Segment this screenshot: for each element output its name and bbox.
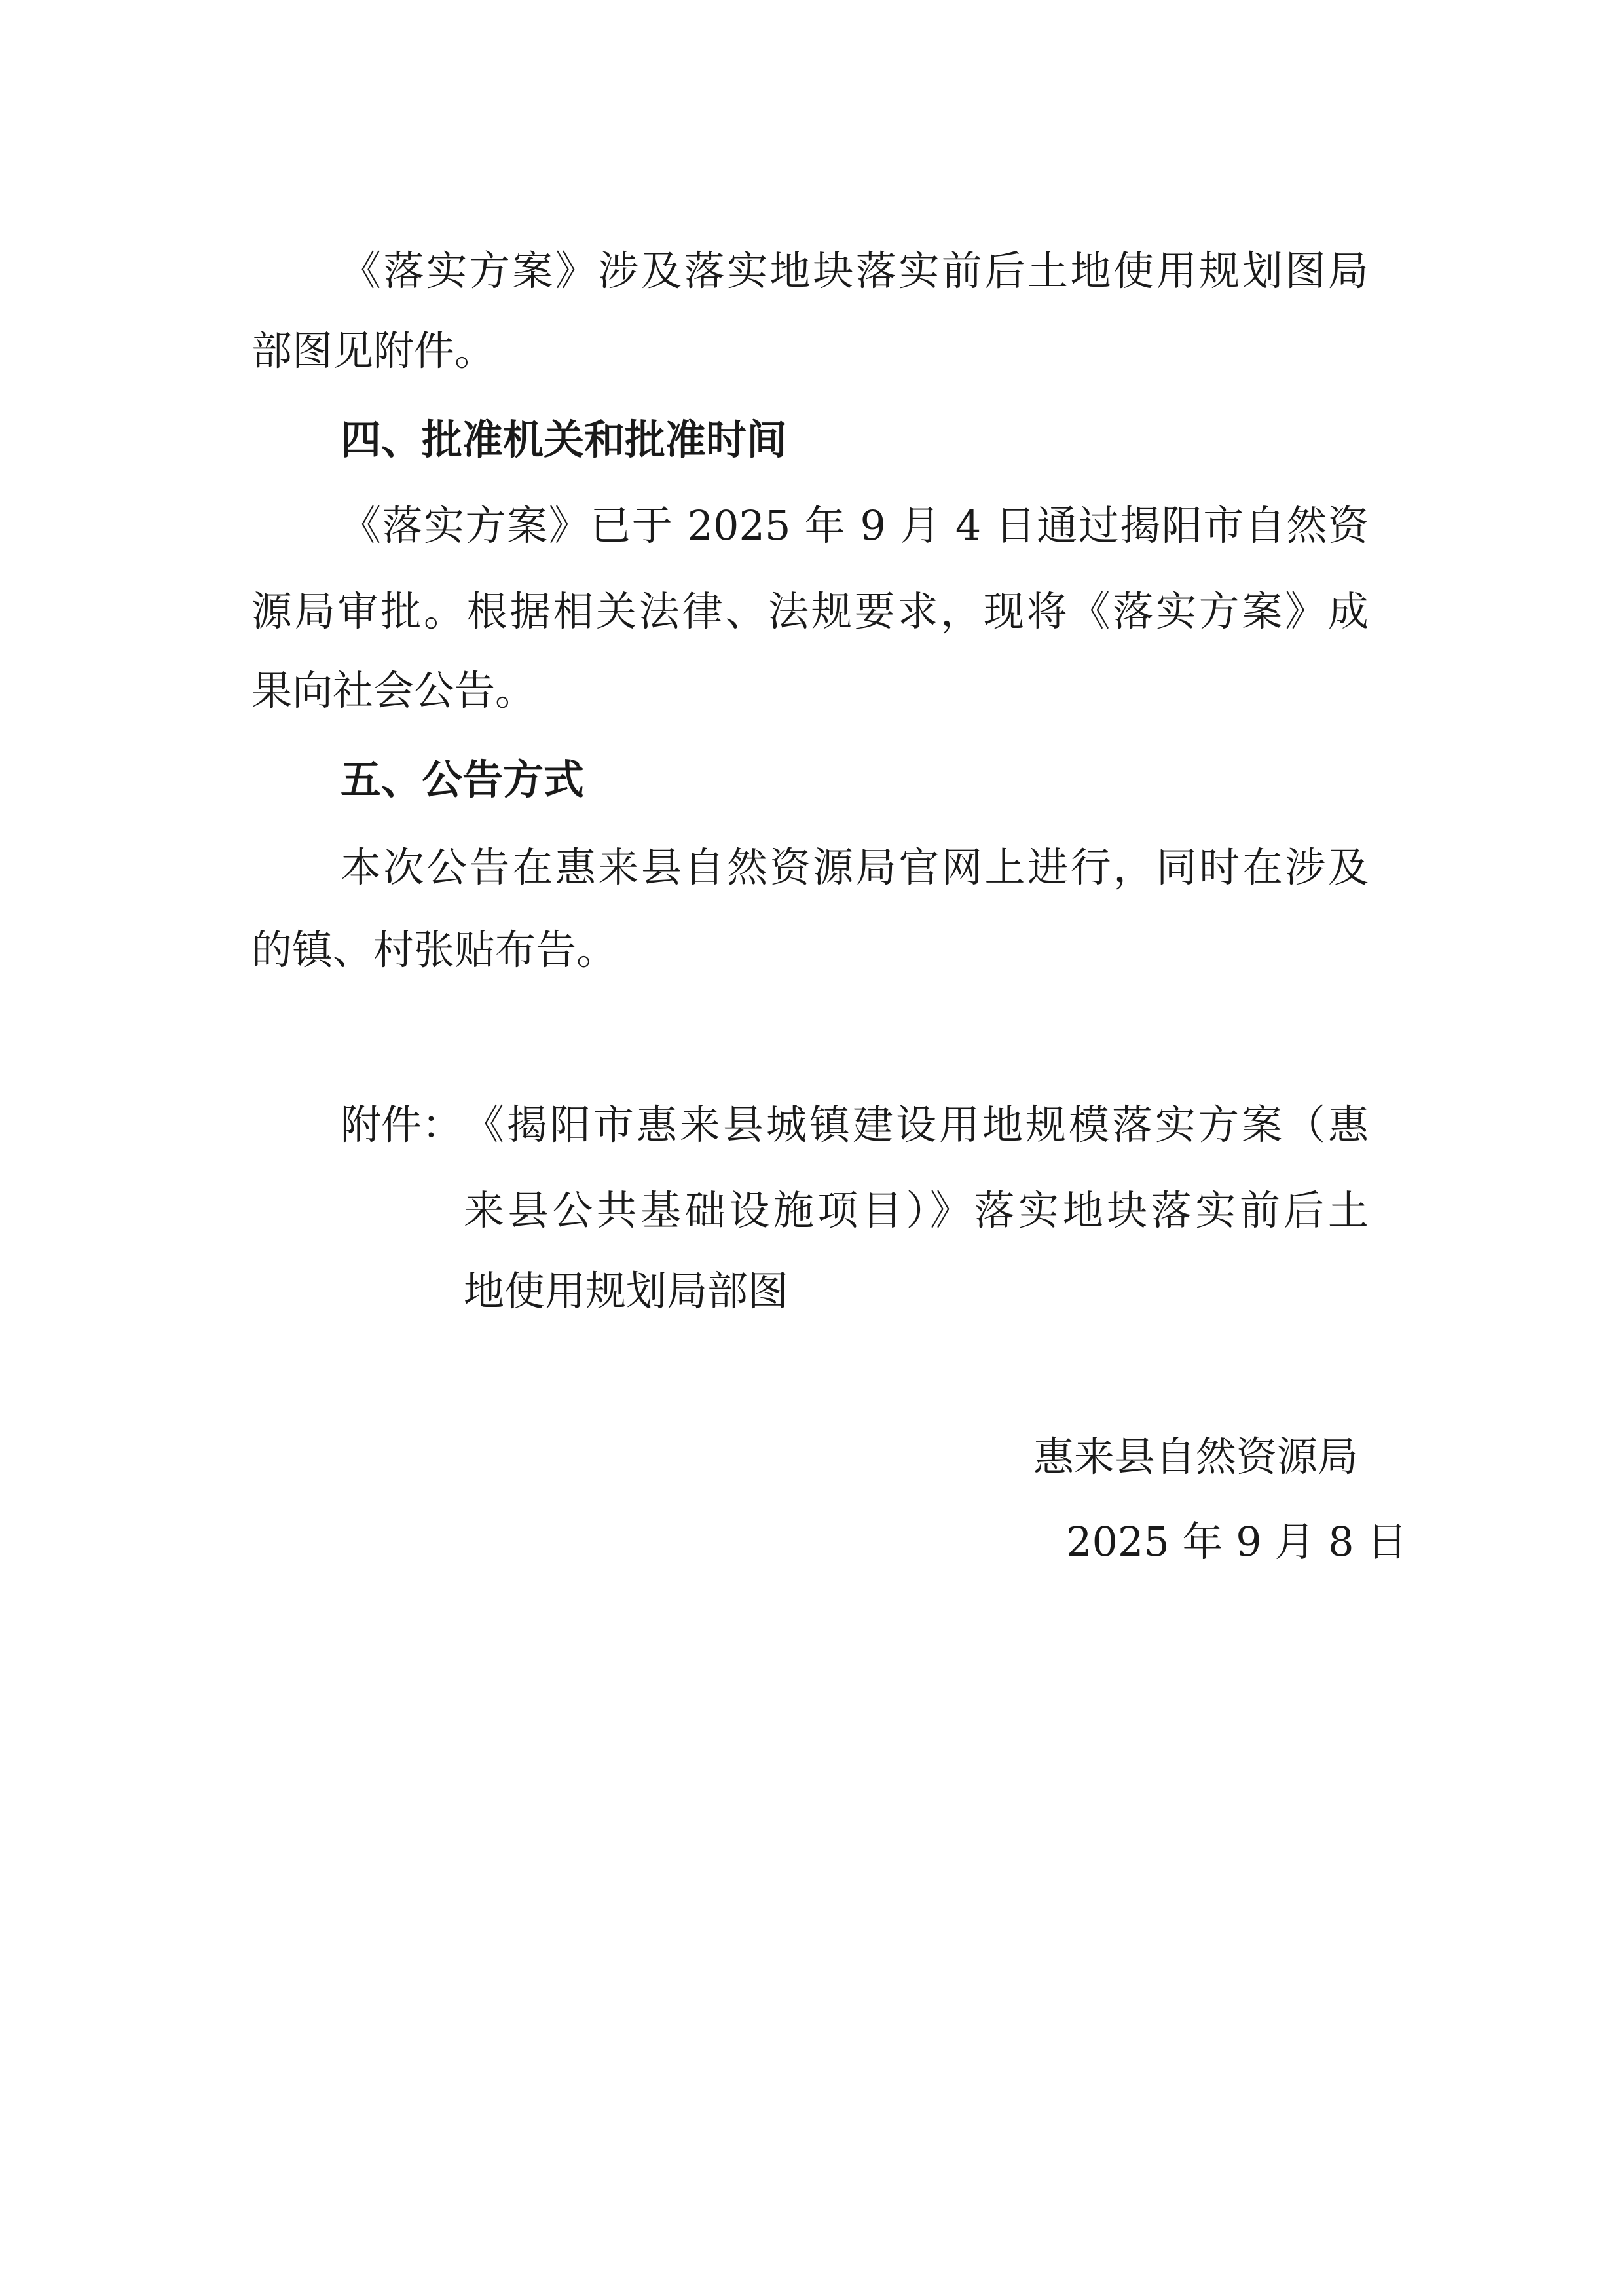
section-heading-4: 四、批准机关和批准时间: [341, 416, 788, 464]
attachment-line-3: 地使用规划局部图: [464, 1267, 789, 1315]
paragraph-3-line-1: 本次公告在惠来县自然资源局官网上进行，同时在涉及: [341, 843, 1369, 891]
paragraph-2-line-1: 《落实方案》已于 2025 年 9 月 4 日通过揭阳市自然资: [341, 502, 1369, 549]
attachment-label: 附件：: [341, 1101, 463, 1148]
attachment-line-1: 《揭阳市惠来县城镇建设用地规模落实方案（惠: [464, 1101, 1369, 1148]
paragraph-2-line-3: 果向社会公告。: [251, 667, 536, 714]
section-heading-5: 五、公告方式: [341, 756, 585, 803]
paragraph-1-line-2: 部图见附件。: [251, 327, 496, 375]
paragraph-2-line-2: 源局审批。根据相关法律、法规要求，现将《落实方案》成: [251, 587, 1369, 635]
signature-organization: 惠来县自然资源局: [1033, 1433, 1359, 1480]
paragraph-1-line-1: 《落实方案》涉及落实地块落实前后土地使用规划图局: [341, 247, 1369, 295]
paragraph-3-line-2: 的镇、村张贴布告。: [251, 926, 618, 974]
attachment-line-2: 来县公共基础设施项目）》落实地块落实前后土: [464, 1186, 1369, 1234]
signature-date: 2025 年 9 月 8 日: [1066, 1518, 1408, 1566]
